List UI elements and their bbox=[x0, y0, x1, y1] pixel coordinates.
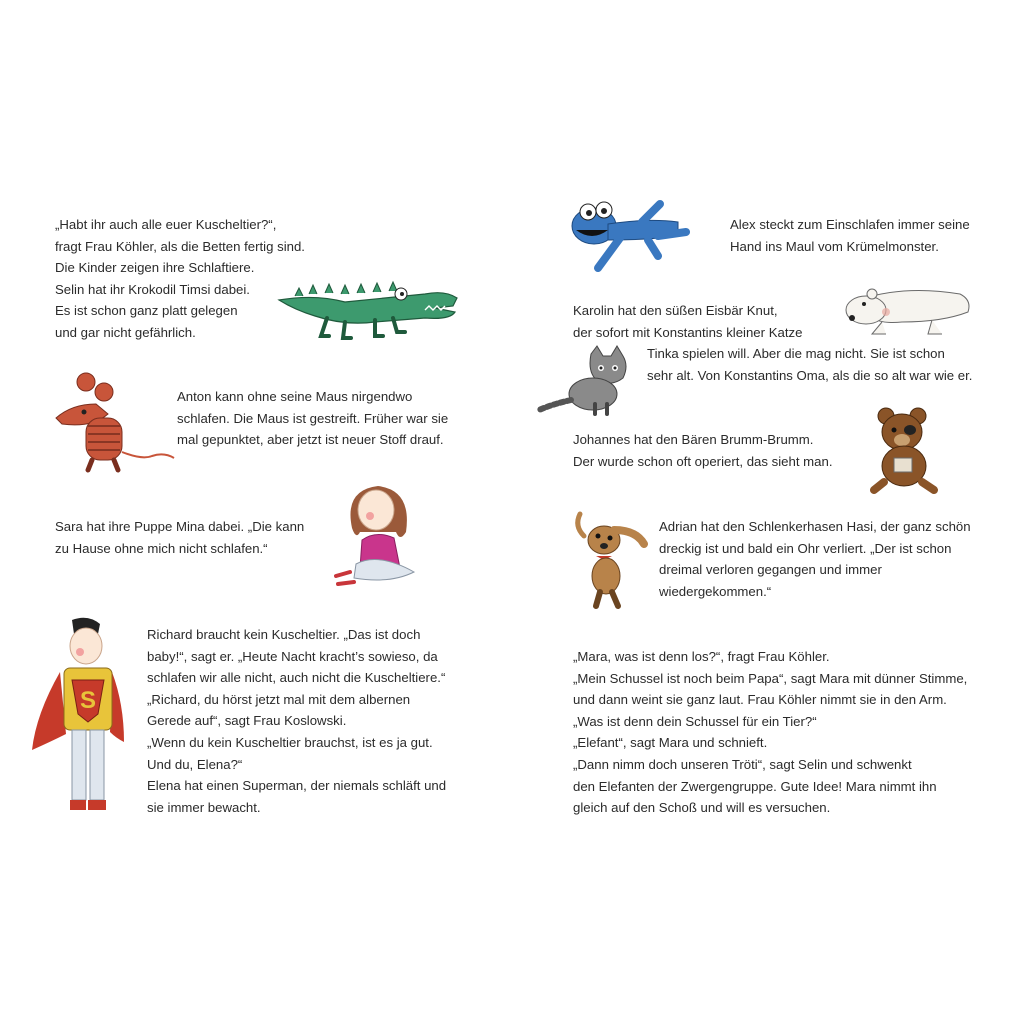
text-line: „Mara, was ist denn los?“, fragt Frau Köhler. bbox=[573, 649, 830, 664]
text-line: schlafen wir alle nicht, auch nicht die Kuscheltiere.“ bbox=[147, 670, 446, 686]
text-line: Anton kann ohne seine Maus nirgendwo bbox=[177, 389, 413, 404]
text-line: Alex steckt zum Einschlafen immer seine bbox=[730, 217, 970, 232]
text-line: Karolin hat den süßen Eisbär Knut, bbox=[573, 303, 778, 318]
text-line: und dann weint sie ganz laut. Frau Köhler nimmt sie in den Arm. bbox=[573, 692, 947, 708]
paragraph-anton bbox=[177, 386, 448, 451]
text-line: baby!“, sagt er. „Heute Nacht kracht’s sowieso, da bbox=[147, 648, 438, 664]
text-line: Es ist schon ganz platt gelegen bbox=[55, 303, 238, 319]
superman-illustration bbox=[32, 614, 127, 819]
text-line: „Wenn du kein Kuscheltier brauchst, ist es ja gut. bbox=[147, 734, 433, 750]
paragraph-richard bbox=[147, 624, 446, 818]
text-line: Sara hat ihre Puppe Mina dabei. „Die kann bbox=[55, 519, 305, 534]
text-line: sehr alt. Von Konstantins Oma, als die so alt war wie er. bbox=[647, 367, 973, 383]
cat-illustration bbox=[535, 344, 635, 416]
bear-illustration bbox=[870, 406, 942, 494]
text-line: sie immer bewacht. bbox=[147, 799, 261, 815]
paragraph-kuscheltier bbox=[55, 214, 305, 344]
text-line: Gerede auf“, sagt Frau Koslowski. bbox=[147, 713, 347, 729]
text-line: wiedergekommen.“ bbox=[659, 583, 772, 599]
text-line: schlafen. Die Maus ist gestreift. Früher war sie bbox=[177, 410, 449, 426]
cookie-monster-illustration bbox=[558, 196, 690, 274]
paragraph-karolin-end bbox=[647, 343, 972, 386]
text-line: dreckig ist und bald ein Ohr verliert. „Der ist schon bbox=[659, 540, 952, 556]
text-line: Adrian hat den Schlenkerhasen Hasi, der ganz schön bbox=[659, 519, 971, 534]
text-line: der sofort mit Konstantins kleiner Katze bbox=[573, 324, 803, 340]
text-line: zu Hause ohne mich nicht schlafen.“ bbox=[55, 540, 268, 556]
paragraph-alex bbox=[730, 214, 970, 257]
text-line: Die Kinder zeigen ihre Schlaftiere. bbox=[55, 260, 255, 276]
text-line: „Mein Schussel ist noch beim Papa“, sagt Mara mit dünner Stimme, bbox=[573, 670, 968, 686]
text-line: mal gepunktet, aber jetzt ist neuer Stoff drauf. bbox=[177, 432, 444, 448]
text-line: Und du, Elena?“ bbox=[147, 756, 243, 772]
paragraph-mara bbox=[573, 646, 967, 819]
text-line: Richard braucht kein Kuscheltier. „Das ist doch bbox=[147, 627, 421, 642]
text-line: „Elefant“, sagt Mara und schnieft. bbox=[573, 735, 768, 751]
text-line: Der wurde schon oft operiert, das sieht man. bbox=[573, 453, 833, 469]
paragraph-sara bbox=[55, 516, 304, 559]
text-line: den Elefanten der Zwergengruppe. Gute Idee! Mara nimmt ihn bbox=[573, 778, 937, 794]
polar-bear-illustration bbox=[842, 278, 974, 340]
superman-emblem: S bbox=[79, 687, 97, 714]
paragraph-johannes bbox=[573, 429, 832, 472]
text-line: Johannes hat den Bären Brumm-Brumm. bbox=[573, 432, 814, 447]
text-line: Hand ins Maul vom Krümelmonster. bbox=[730, 238, 939, 254]
paragraph-karolin-start bbox=[573, 300, 802, 343]
text-line: Selin hat ihr Krokodil Timsi dabei. bbox=[55, 281, 250, 297]
text-line: gleich auf den Schoß und will es versuchen. bbox=[573, 800, 831, 816]
text-line: fragt Frau Köhler, als die Betten fertig sind. bbox=[55, 238, 305, 254]
crocodile-illustration bbox=[275, 272, 460, 344]
mouse-illustration bbox=[52, 368, 177, 473]
text-line: dreimal verloren gegangen und immer bbox=[659, 562, 882, 578]
text-line: und gar nicht gefährlich. bbox=[55, 324, 196, 340]
text-line: „Dann nimm doch unseren Tröti“, sagt Selin und schwenkt bbox=[573, 756, 912, 772]
text-line: Elena hat einen Superman, der niemals schläft und bbox=[147, 778, 447, 794]
text-line: „Habt ihr auch alle euer Kuscheltier?“, bbox=[55, 217, 277, 232]
text-line: Tinka spielen will. Aber die mag nicht. Sie ist schon bbox=[647, 346, 945, 361]
doll-illustration bbox=[330, 480, 420, 590]
paragraph-adrian bbox=[659, 516, 971, 602]
text-line: „Was ist denn dein Schussel für ein Tier?“ bbox=[573, 713, 817, 729]
text-line: „Richard, du hörst jetzt mal mit dem albernen bbox=[147, 691, 411, 707]
dog-illustration bbox=[570, 510, 650, 610]
